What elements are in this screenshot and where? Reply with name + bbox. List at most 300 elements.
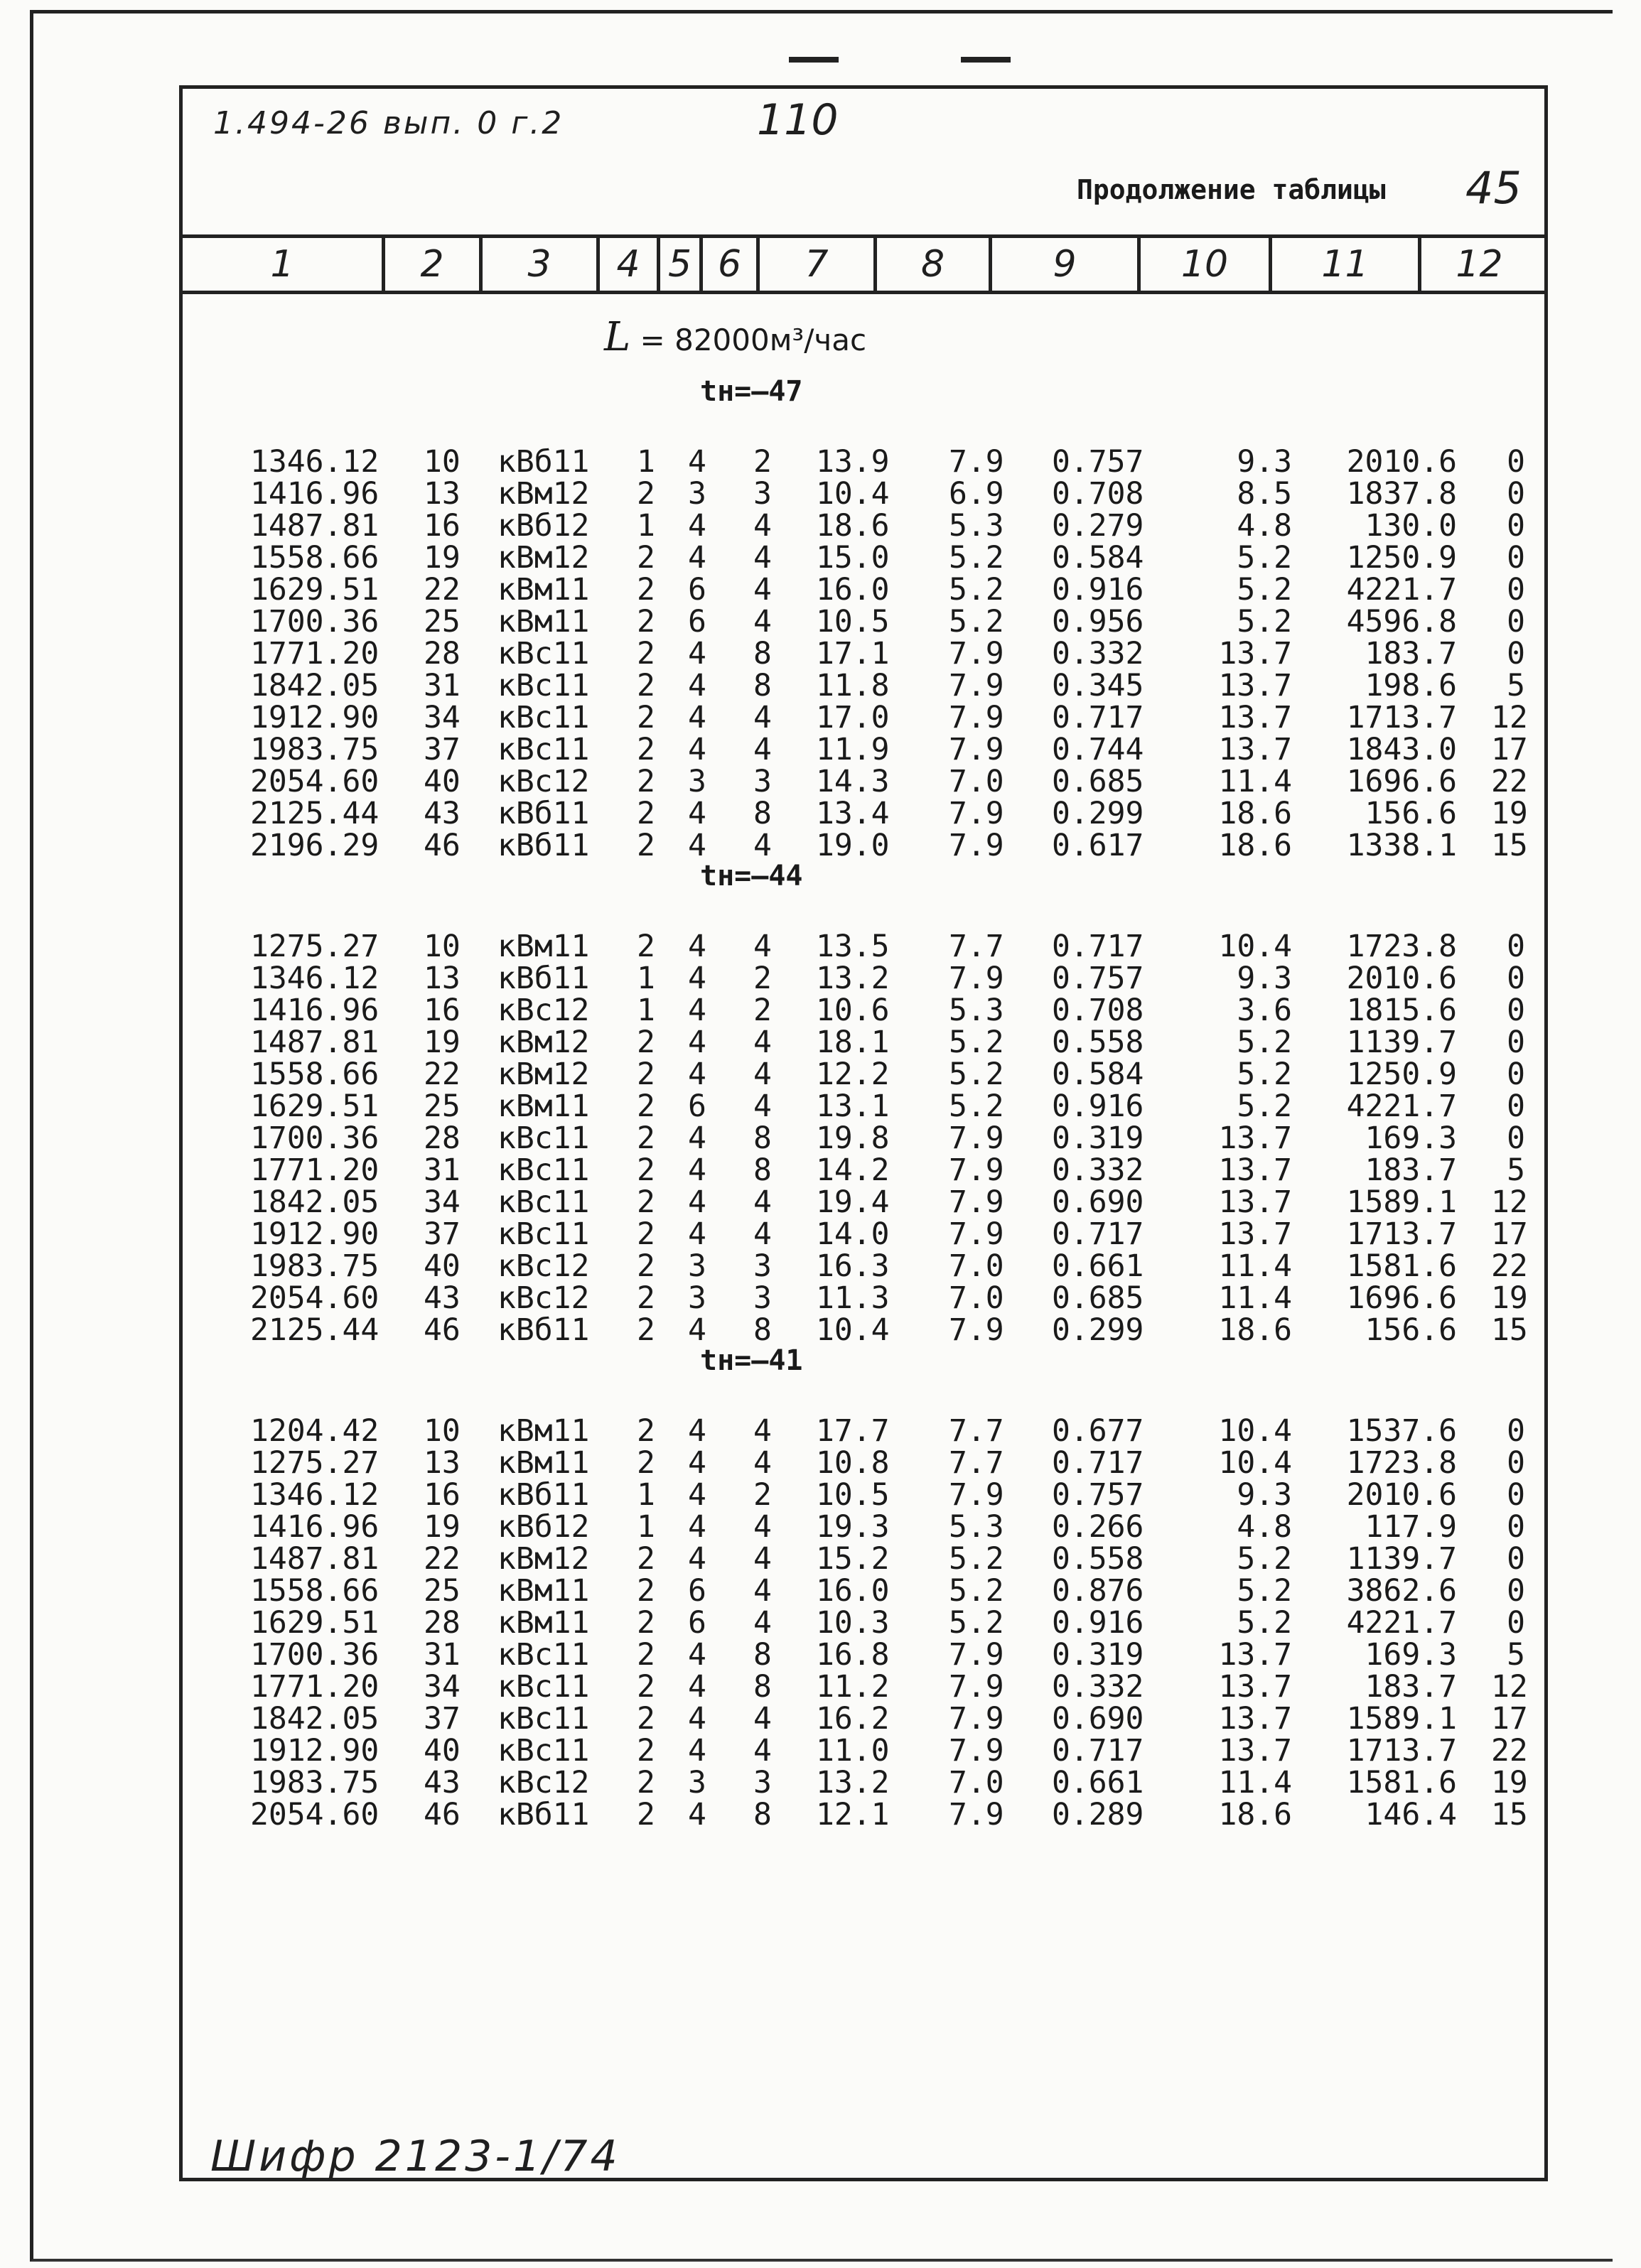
table-cell-col3: кВс11 — [497, 1184, 590, 1220]
table-cell-col9: 0.916 — [1052, 1605, 1144, 1641]
table-cell-col8: 5.2 — [949, 1089, 1004, 1124]
table-cell-col8: 7.9 — [949, 1216, 1004, 1252]
column-header-row — [183, 234, 1544, 294]
table-cell-col7: 16.0 — [816, 572, 890, 608]
table-cell-col11: 1723.8 — [1346, 929, 1457, 964]
table-cell-col7: 13.2 — [816, 1765, 890, 1800]
table-cell-col5: 4 — [688, 1413, 706, 1449]
table-cell-col7: 14.2 — [816, 1152, 890, 1188]
table-cell-col11: 146.4 — [1365, 1797, 1457, 1832]
table-row — [0, 542, 1641, 574]
table-cell-col4: 1 — [637, 444, 655, 480]
table-cell-col12: 22 — [1491, 1733, 1528, 1768]
table-cell-col6: 8 — [753, 796, 772, 831]
table-cell-col11: 1139.7 — [1346, 1025, 1457, 1060]
table-cell-col2: 43 — [424, 1765, 461, 1800]
table-cell-col10: 11.4 — [1218, 1248, 1292, 1284]
table-cell-col7: 12.2 — [816, 1057, 890, 1092]
top-dash-mark — [789, 57, 839, 63]
table-cell-col9: 0.690 — [1052, 1701, 1144, 1737]
table-cell-col7: 18.1 — [816, 1025, 890, 1060]
table-cell-col11: 183.7 — [1365, 1669, 1457, 1705]
table-row — [0, 1511, 1641, 1543]
table-cell-col3: кВм12 — [497, 540, 590, 576]
table-cell-col11: 1837.8 — [1346, 476, 1457, 512]
table-cell-col6: 4 — [753, 1733, 772, 1768]
table-row — [0, 830, 1641, 862]
table-cell-col11: 183.7 — [1365, 636, 1457, 671]
table-cell-col6: 8 — [753, 1152, 772, 1188]
table-cell-col3: кВс11 — [497, 1669, 590, 1705]
table-row — [0, 1735, 1641, 1767]
column-header: 10 — [1137, 238, 1269, 291]
table-cell-col4: 2 — [637, 1280, 655, 1316]
table-cell-col9: 0.744 — [1052, 732, 1144, 767]
table-cell-col3: кВс11 — [497, 1120, 590, 1156]
table-cell-col2: 46 — [424, 1797, 461, 1832]
table-cell-col4: 2 — [637, 1216, 655, 1252]
table-cell-col3: кВс12 — [497, 1248, 590, 1284]
table-cell-col10: 13.7 — [1218, 1637, 1292, 1673]
table-cell-col8: 7.7 — [949, 1445, 1004, 1481]
table-cell-col5: 4 — [688, 796, 706, 831]
table-cell-col8: 7.9 — [949, 1312, 1004, 1348]
table-row — [0, 1184, 1641, 1220]
table-cell-col4: 2 — [637, 1573, 655, 1609]
table-cell-col8: 7.9 — [949, 1120, 1004, 1156]
table-cell-col7: 11.0 — [816, 1733, 890, 1768]
table-cell-col2: 28 — [424, 636, 461, 671]
table-cell-col9: 0.757 — [1052, 1477, 1144, 1513]
table-cell-col7: 13.1 — [816, 1089, 890, 1124]
table-cell-col4: 2 — [637, 1120, 655, 1156]
table-cell-col9: 0.677 — [1052, 1413, 1144, 1449]
table-cell-col4: 2 — [637, 1152, 655, 1188]
table-cell-col12: 0 — [1507, 540, 1525, 576]
table-cell-col5: 4 — [688, 1445, 706, 1481]
table-cell-col8: 7.9 — [949, 444, 1004, 480]
table-cell-col1: 1842.05 — [250, 1701, 380, 1737]
table-cell-col2: 46 — [424, 828, 461, 863]
table-row — [0, 574, 1641, 606]
table-row — [0, 1282, 1641, 1314]
table-row — [0, 638, 1641, 670]
flow-symbol: L — [604, 314, 631, 360]
table-cell-col2: 16 — [424, 508, 461, 544]
table-cell-col6: 8 — [753, 1312, 772, 1348]
table-cell-col2: 43 — [424, 796, 461, 831]
section-title: tн=—41 — [700, 1344, 803, 1377]
table-cell-col3: кВс11 — [497, 1733, 590, 1768]
table-cell-col8: 5.2 — [949, 572, 1004, 608]
table-cell-col1: 2054.60 — [250, 1797, 380, 1832]
table-cell-col4: 1 — [637, 993, 655, 1028]
table-cell-col9: 0.266 — [1052, 1509, 1144, 1545]
table-cell-col8: 5.2 — [949, 540, 1004, 576]
table-cell-col5: 6 — [688, 604, 706, 639]
column-header: 8 — [873, 238, 989, 291]
table-cell-col2: 40 — [424, 1248, 461, 1284]
table-cell-col3: кВс11 — [497, 1152, 590, 1188]
table-cell-col11: 130.0 — [1365, 508, 1457, 544]
table-cell-col8: 5.2 — [949, 604, 1004, 639]
table-cell-col9: 0.558 — [1052, 1541, 1144, 1577]
table-cell-col4: 2 — [637, 764, 655, 799]
table-cell-col5: 6 — [688, 1605, 706, 1641]
table-cell-col2: 40 — [424, 1733, 461, 1768]
table-cell-col5: 4 — [688, 700, 706, 735]
table-cell-col4: 2 — [637, 1541, 655, 1577]
table-cell-col6: 2 — [753, 961, 772, 996]
table-cell-col3: кВб12 — [497, 1509, 590, 1545]
table-cell-col3: кВб11 — [497, 828, 590, 863]
table-cell-col6: 8 — [753, 1120, 772, 1156]
table-cell-col10: 18.6 — [1218, 1797, 1292, 1832]
table-cell-col11: 3862.6 — [1346, 1573, 1457, 1609]
table-cell-col7: 10.3 — [816, 1605, 890, 1641]
table-cell-col3: кВм12 — [497, 1057, 590, 1092]
table-cell-col4: 2 — [637, 1669, 655, 1705]
table-cell-col9: 0.584 — [1052, 540, 1144, 576]
top-dash-mark — [961, 57, 1011, 63]
page-number: 110 — [757, 95, 839, 145]
table-cell-col7: 11.2 — [816, 1669, 890, 1705]
table-cell-col3: кВс11 — [497, 636, 590, 671]
table-cell-col4: 2 — [637, 1413, 655, 1449]
table-cell-col12: 5 — [1507, 668, 1525, 703]
table-cell-col10: 5.2 — [1237, 540, 1292, 576]
table-cell-col11: 1589.1 — [1346, 1184, 1457, 1220]
table-cell-col2: 16 — [424, 1477, 461, 1513]
table-row — [0, 1248, 1641, 1284]
table-cell-col11: 183.7 — [1365, 1152, 1457, 1188]
table-cell-col3: кВс11 — [497, 700, 590, 735]
table-row — [0, 1059, 1641, 1091]
table-cell-col10: 13.7 — [1218, 1184, 1292, 1220]
table-cell-col3: кВм12 — [497, 1541, 590, 1577]
table-row — [0, 606, 1641, 638]
table-cell-col4: 2 — [637, 1733, 655, 1768]
table-cell-col9: 0.661 — [1052, 1765, 1144, 1800]
table-cell-col11: 1713.7 — [1346, 700, 1457, 735]
table-cell-col6: 4 — [753, 700, 772, 735]
table-cell-col3: кВб11 — [497, 1797, 590, 1832]
table-cell-col7: 16.0 — [816, 1573, 890, 1609]
table-cell-col2: 25 — [424, 1089, 461, 1124]
table-cell-col8: 7.0 — [949, 1765, 1004, 1800]
table-cell-col9: 0.685 — [1052, 1280, 1144, 1316]
table-cell-col11: 1696.6 — [1346, 764, 1457, 799]
table-cell-col1: 1416.96 — [250, 1509, 380, 1545]
column-header: 2 — [382, 238, 479, 291]
table-cell-col11: 4221.7 — [1346, 1089, 1457, 1124]
table-cell-col7: 15.2 — [816, 1541, 890, 1577]
table-cell-col12: 0 — [1507, 1509, 1525, 1545]
table-cell-col3: кВс11 — [497, 668, 590, 703]
table-cell-col9: 0.685 — [1052, 764, 1144, 799]
table-cell-col1: 1346.12 — [250, 1477, 380, 1513]
table-cell-col5: 4 — [688, 1057, 706, 1092]
table-cell-col12: 0 — [1507, 1605, 1525, 1641]
table-cell-col10: 13.7 — [1218, 1669, 1292, 1705]
table-cell-col1: 1487.81 — [250, 1025, 380, 1060]
table-cell-col12: 12 — [1491, 700, 1528, 735]
table-cell-col8: 5.2 — [949, 1025, 1004, 1060]
table-cell-col9: 0.299 — [1052, 1312, 1144, 1348]
table-row — [0, 963, 1641, 995]
table-cell-col7: 10.8 — [816, 1445, 890, 1481]
table-cell-col5: 4 — [688, 929, 706, 964]
table-cell-col5: 6 — [688, 1573, 706, 1609]
table-cell-col6: 4 — [753, 1701, 772, 1737]
table-cell-col5: 4 — [688, 636, 706, 671]
table-cell-col4: 2 — [637, 1089, 655, 1124]
table-cell-col12: 0 — [1507, 1541, 1525, 1577]
table-cell-col7: 13.9 — [816, 444, 890, 480]
table-cell-col3: кВб11 — [497, 444, 590, 480]
table-cell-col10: 5.2 — [1237, 1089, 1292, 1124]
table-cell-col11: 1723.8 — [1346, 1445, 1457, 1481]
table-cell-col5: 4 — [688, 1152, 706, 1188]
table-cell-col7: 13.4 — [816, 796, 890, 831]
table-cell-col9: 0.876 — [1052, 1573, 1144, 1609]
table-cell-col3: кВс12 — [497, 1280, 590, 1316]
table-cell-col6: 3 — [753, 1280, 772, 1316]
table-cell-col10: 13.7 — [1218, 700, 1292, 735]
table-cell-col3: кВм12 — [497, 1025, 590, 1060]
table-cell-col10: 5.2 — [1237, 1573, 1292, 1609]
table-cell-col9: 0.558 — [1052, 1025, 1144, 1060]
table-cell-col12: 12 — [1491, 1669, 1528, 1705]
table-cell-col2: 37 — [424, 1701, 461, 1737]
table-cell-col1: 1629.51 — [250, 572, 380, 608]
table-cell-col4: 2 — [637, 1025, 655, 1060]
table-cell-col4: 2 — [637, 1312, 655, 1348]
table-cell-col6: 8 — [753, 1669, 772, 1705]
table-cell-col6: 4 — [753, 1057, 772, 1092]
table-cell-col5: 4 — [688, 1184, 706, 1220]
table-cell-col10: 5.2 — [1237, 1025, 1292, 1060]
table-cell-col6: 4 — [753, 1445, 772, 1481]
table-cell-col11: 1581.6 — [1346, 1765, 1457, 1800]
table-cell-col1: 1983.75 — [250, 1765, 380, 1800]
table-cell-col12: 5 — [1507, 1637, 1525, 1673]
table-cell-col2: 10 — [424, 929, 461, 964]
table-cell-col4: 2 — [637, 828, 655, 863]
table-cell-col2: 22 — [424, 1057, 461, 1092]
table-cell-col8: 7.9 — [949, 636, 1004, 671]
table-cell-col4: 1 — [637, 1477, 655, 1513]
table-cell-col8: 5.2 — [949, 1573, 1004, 1609]
table-cell-col12: 17 — [1491, 1216, 1528, 1252]
table-cell-col11: 4221.7 — [1346, 1605, 1457, 1641]
table-cell-col10: 5.2 — [1237, 1541, 1292, 1577]
table-cell-col2: 34 — [424, 700, 461, 735]
table-cell-col6: 8 — [753, 1797, 772, 1832]
table-cell-col7: 17.7 — [816, 1413, 890, 1449]
table-number: 45 — [1465, 162, 1522, 214]
table-cell-col3: кВс11 — [497, 1701, 590, 1737]
table-cell-col1: 1558.66 — [250, 1057, 380, 1092]
table-row — [0, 1152, 1641, 1188]
table-cell-col3: кВс11 — [497, 1216, 590, 1252]
table-cell-col11: 1713.7 — [1346, 1733, 1457, 1768]
table-cell-col1: 1346.12 — [250, 444, 380, 480]
table-row — [0, 702, 1641, 734]
table-cell-col4: 1 — [637, 1509, 655, 1545]
table-cell-col4: 2 — [637, 572, 655, 608]
table-cell-col4: 2 — [637, 796, 655, 831]
table-row — [0, 766, 1641, 798]
table-cell-col1: 1771.20 — [250, 1669, 380, 1705]
table-row — [0, 510, 1641, 542]
table-cell-col7: 13.5 — [816, 929, 890, 964]
table-cell-col5: 4 — [688, 668, 706, 703]
table-cell-col4: 2 — [637, 732, 655, 767]
table-cell-col12: 0 — [1507, 636, 1525, 671]
table-cell-col2: 31 — [424, 1152, 461, 1188]
table-cell-col3: кВм11 — [497, 1413, 590, 1449]
table-cell-col9: 0.757 — [1052, 961, 1144, 996]
table-cell-col2: 28 — [424, 1605, 461, 1641]
table-cell-col10: 13.7 — [1218, 636, 1292, 671]
table-cell-col11: 1537.6 — [1346, 1413, 1457, 1449]
table-cell-col12: 0 — [1507, 508, 1525, 544]
table-cell-col8: 5.3 — [949, 508, 1004, 544]
table-cell-col1: 2054.60 — [250, 1280, 380, 1316]
table-cell-col11: 1589.1 — [1346, 1701, 1457, 1737]
table-cell-col11: 4596.8 — [1346, 604, 1457, 639]
table-cell-col12: 17 — [1491, 732, 1528, 767]
table-row — [0, 1120, 1641, 1156]
table-cell-col11: 1250.9 — [1346, 540, 1457, 576]
table-cell-col12: 0 — [1507, 1413, 1525, 1449]
table-cell-col3: кВм12 — [497, 476, 590, 512]
column-header: 9 — [989, 238, 1137, 291]
table-cell-col3: кВб11 — [497, 1312, 590, 1348]
table-cell-col8: 7.9 — [949, 828, 1004, 863]
table-cell-col12: 15 — [1491, 1797, 1528, 1832]
table-cell-col10: 8.5 — [1237, 476, 1292, 512]
table-cell-col10: 13.7 — [1218, 1733, 1292, 1768]
table-cell-col2: 19 — [424, 1025, 461, 1060]
table-cell-col10: 10.4 — [1218, 1413, 1292, 1449]
column-header: 11 — [1269, 238, 1418, 291]
table-cell-col10: 18.6 — [1218, 796, 1292, 831]
table-cell-col9: 0.690 — [1052, 1184, 1144, 1220]
table-cell-col6: 4 — [753, 1216, 772, 1252]
table-cell-col9: 0.319 — [1052, 1637, 1144, 1673]
table-cell-col8: 5.3 — [949, 1509, 1004, 1545]
table-cell-col7: 10.5 — [816, 1477, 890, 1513]
table-cell-col1: 1912.90 — [250, 1216, 380, 1252]
table-cell-col1: 2125.44 — [250, 796, 380, 831]
table-cell-col5: 4 — [688, 1733, 706, 1768]
table-cell-col1: 1700.36 — [250, 1637, 380, 1673]
table-cell-col9: 0.717 — [1052, 1216, 1144, 1252]
table-cell-col5: 4 — [688, 993, 706, 1028]
table-cell-col5: 4 — [688, 1701, 706, 1737]
table-cell-col2: 34 — [424, 1669, 461, 1705]
table-cell-col7: 15.0 — [816, 540, 890, 576]
table-cell-col11: 1815.6 — [1346, 993, 1457, 1028]
table-cell-col5: 3 — [688, 1248, 706, 1284]
table-cell-col8: 7.9 — [949, 961, 1004, 996]
table-cell-col12: 0 — [1507, 1573, 1525, 1609]
table-cell-col10: 11.4 — [1218, 1280, 1292, 1316]
table-cell-col12: 5 — [1507, 1152, 1525, 1188]
table-cell-col12: 15 — [1491, 1312, 1528, 1348]
table-cell-col8: 7.7 — [949, 929, 1004, 964]
column-header: 4 — [596, 238, 657, 291]
table-cell-col4: 2 — [637, 1248, 655, 1284]
table-cell-col1: 1629.51 — [250, 1605, 380, 1641]
table-cell-col4: 1 — [637, 961, 655, 996]
table-cell-col8: 7.9 — [949, 1637, 1004, 1673]
table-cell-col1: 1912.90 — [250, 1733, 380, 1768]
table-cell-col1: 1983.75 — [250, 732, 380, 767]
table-cell-col10: 10.4 — [1218, 929, 1292, 964]
column-header: 3 — [479, 238, 596, 291]
table-cell-col8: 5.2 — [949, 1057, 1004, 1092]
table-cell-col12: 19 — [1491, 1280, 1528, 1316]
table-cell-col6: 8 — [753, 636, 772, 671]
table-cell-col7: 16.8 — [816, 1637, 890, 1673]
table-row — [0, 478, 1641, 510]
table-cell-col12: 17 — [1491, 1701, 1528, 1737]
table-cell-col6: 3 — [753, 1765, 772, 1800]
table-cell-col7: 19.0 — [816, 828, 890, 863]
table-cell-col11: 2010.6 — [1346, 444, 1457, 480]
table-cell-col8: 5.2 — [949, 1605, 1004, 1641]
column-header: 6 — [699, 238, 756, 291]
table-cell-col7: 10.5 — [816, 604, 890, 639]
table-cell-col10: 5.2 — [1237, 1057, 1292, 1092]
flow-rate-label — [604, 314, 866, 360]
table-cell-col11: 1713.7 — [1346, 1216, 1457, 1252]
table-cell-col9: 0.332 — [1052, 1152, 1144, 1188]
table-cell-col9: 0.332 — [1052, 1669, 1144, 1705]
table-cell-col10: 10.4 — [1218, 1445, 1292, 1481]
table-cell-col2: 16 — [424, 993, 461, 1028]
table-cell-col10: 9.3 — [1237, 1477, 1292, 1513]
table-cell-col12: 0 — [1507, 1057, 1525, 1092]
table-cell-col6: 2 — [753, 993, 772, 1028]
table-cell-col9: 0.916 — [1052, 572, 1144, 608]
table-cell-col6: 4 — [753, 1184, 772, 1220]
table-cell-col1: 2196.29 — [250, 828, 380, 863]
table-cell-col3: кВб11 — [497, 1477, 590, 1513]
table-cell-col1: 1700.36 — [250, 1120, 380, 1156]
table-cell-col5: 4 — [688, 540, 706, 576]
table-row — [0, 931, 1641, 963]
table-cell-col7: 16.2 — [816, 1701, 890, 1737]
table-cell-col9: 0.332 — [1052, 636, 1144, 671]
table-cell-col12: 0 — [1507, 444, 1525, 480]
table-cell-col3: кВм11 — [497, 1605, 590, 1641]
table-cell-col5: 3 — [688, 1765, 706, 1800]
table-row — [0, 734, 1641, 766]
table-cell-col5: 4 — [688, 1477, 706, 1513]
table-cell-col5: 4 — [688, 1541, 706, 1577]
table-row — [0, 1703, 1641, 1735]
table-cell-col10: 11.4 — [1218, 1765, 1292, 1800]
table-row — [0, 1415, 1641, 1447]
table-cell-col1: 1771.20 — [250, 636, 380, 671]
table-cell-col6: 3 — [753, 764, 772, 799]
table-cell-col1: 1416.96 — [250, 993, 380, 1028]
table-cell-col8: 7.0 — [949, 1248, 1004, 1284]
